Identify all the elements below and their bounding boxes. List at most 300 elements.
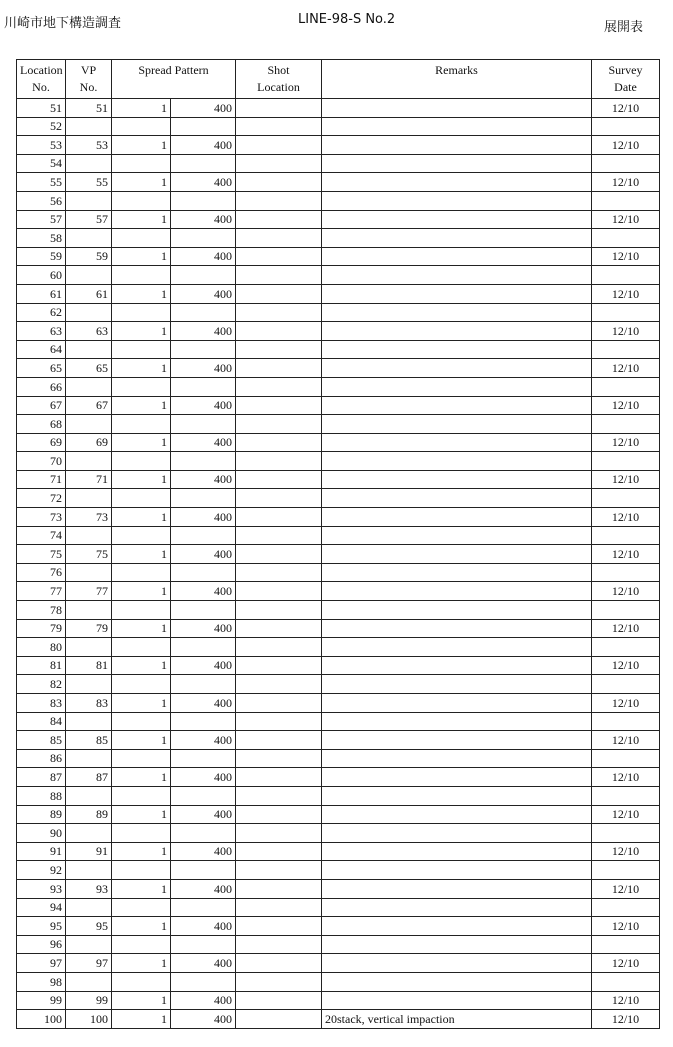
- vp-cell: 97: [66, 954, 112, 973]
- vp-cell: 100: [66, 1010, 112, 1029]
- table-row: [17, 842, 660, 861]
- table-row: [17, 694, 660, 713]
- spread-end-cell: [171, 786, 236, 805]
- remarks-cell: [322, 526, 592, 545]
- spread-end-cell: 400: [171, 917, 236, 936]
- remarks-cell: [322, 824, 592, 843]
- vp-cell: 85: [66, 731, 112, 750]
- remarks-cell: [322, 415, 592, 434]
- survey-date-cell: 12/10: [592, 619, 660, 638]
- vp-cell: [66, 377, 112, 396]
- shot-location-cell: [236, 712, 322, 731]
- shot-location-cell: [236, 991, 322, 1010]
- shot-location-cell: [236, 768, 322, 787]
- spread-start-cell: 1: [112, 210, 171, 229]
- location-cell: 88: [17, 786, 66, 805]
- shot-location-cell: [236, 694, 322, 713]
- location-cell: 75: [17, 545, 66, 564]
- location-cell: 91: [17, 842, 66, 861]
- location-cell: 81: [17, 656, 66, 675]
- shot-location-cell: [236, 563, 322, 582]
- shot-location-cell: [236, 99, 322, 118]
- vp-cell: 65: [66, 359, 112, 378]
- table-row: [17, 396, 660, 415]
- survey-date-cell: [592, 935, 660, 954]
- survey-date-cell: 12/10: [592, 768, 660, 787]
- vp-cell: 95: [66, 917, 112, 936]
- vp-cell: [66, 749, 112, 768]
- table-row: [17, 619, 660, 638]
- survey-date-cell: [592, 824, 660, 843]
- survey-date-cell: [592, 340, 660, 359]
- spread-start-cell: [112, 340, 171, 359]
- remarks-cell: [322, 210, 592, 229]
- location-cell: 70: [17, 452, 66, 471]
- vp-cell: 83: [66, 694, 112, 713]
- location-cell: 72: [17, 489, 66, 508]
- vp-cell: 89: [66, 805, 112, 824]
- location-cell: 58: [17, 229, 66, 248]
- spread-start-cell: [112, 266, 171, 285]
- vp-cell: [66, 154, 112, 173]
- table-row: [17, 601, 660, 620]
- spread-start-cell: [112, 303, 171, 322]
- remarks-cell: [322, 396, 592, 415]
- table-row: [17, 917, 660, 936]
- sheet-type-label: 展開表: [604, 20, 644, 35]
- remarks-cell: [322, 359, 592, 378]
- location-cell: 61: [17, 284, 66, 303]
- spread-end-cell: 400: [171, 545, 236, 564]
- table-row: [17, 340, 660, 359]
- location-cell: 52: [17, 117, 66, 136]
- spread-end-cell: [171, 526, 236, 545]
- location-cell: 73: [17, 508, 66, 527]
- location-cell: 79: [17, 619, 66, 638]
- survey-date-cell: 12/10: [592, 991, 660, 1010]
- survey-date-cell: [592, 563, 660, 582]
- survey-date-cell: 12/10: [592, 396, 660, 415]
- location-cell: 99: [17, 991, 66, 1010]
- survey-date-cell: [592, 377, 660, 396]
- spread-end-cell: [171, 377, 236, 396]
- remarks-cell: [322, 842, 592, 861]
- location-cell: 100: [17, 1010, 66, 1029]
- spread-end-cell: 400: [171, 284, 236, 303]
- location-cell: 64: [17, 340, 66, 359]
- spread-start-cell: 1: [112, 396, 171, 415]
- spread-start-cell: [112, 563, 171, 582]
- remarks-cell: [322, 470, 592, 489]
- location-cell: 76: [17, 563, 66, 582]
- location-cell: 56: [17, 191, 66, 210]
- location-cell: 57: [17, 210, 66, 229]
- table-row: [17, 861, 660, 880]
- location-cell: 90: [17, 824, 66, 843]
- remarks-cell: [322, 768, 592, 787]
- survey-date-cell: [592, 898, 660, 917]
- shot-location-cell: [236, 749, 322, 768]
- remarks-cell: [322, 117, 592, 136]
- spread-start-cell: [112, 972, 171, 991]
- spread-start-cell: [112, 712, 171, 731]
- table-row: [17, 154, 660, 173]
- vp-cell: [66, 563, 112, 582]
- spread-start-cell: [112, 452, 171, 471]
- spread-start-cell: [112, 601, 171, 620]
- spread-end-cell: 400: [171, 694, 236, 713]
- survey-date-cell: 12/10: [592, 954, 660, 973]
- table-row: [17, 749, 660, 768]
- table-row: [17, 805, 660, 824]
- vp-cell: [66, 303, 112, 322]
- survey-date-cell: 12/10: [592, 99, 660, 118]
- spread-start-cell: [112, 377, 171, 396]
- vp-cell: 73: [66, 508, 112, 527]
- spread-start-cell: [112, 824, 171, 843]
- location-cell: 82: [17, 675, 66, 694]
- spread-start-cell: [112, 526, 171, 545]
- remarks-cell: [322, 898, 592, 917]
- table-row: [17, 675, 660, 694]
- shot-location-cell: [236, 470, 322, 489]
- shot-location-cell: [236, 210, 322, 229]
- shot-location-cell: [236, 656, 322, 675]
- shot-location-cell: [236, 452, 322, 471]
- spread-start-cell: 1: [112, 768, 171, 787]
- shot-location-cell: [236, 972, 322, 991]
- vp-cell: 77: [66, 582, 112, 601]
- spread-end-cell: 400: [171, 991, 236, 1010]
- location-cell: 83: [17, 694, 66, 713]
- vp-cell: [66, 824, 112, 843]
- vp-cell: 69: [66, 433, 112, 452]
- location-cell: 68: [17, 415, 66, 434]
- remarks-cell: [322, 247, 592, 266]
- survey-date-cell: 12/10: [592, 656, 660, 675]
- table-row: [17, 563, 660, 582]
- spread-end-cell: [171, 154, 236, 173]
- remarks-cell: [322, 582, 592, 601]
- shot-location-cell: [236, 879, 322, 898]
- remarks-cell: [322, 99, 592, 118]
- spread-start-cell: 1: [112, 1010, 171, 1029]
- remarks-cell: [322, 340, 592, 359]
- survey-date-cell: 12/10: [592, 1010, 660, 1029]
- survey-date-cell: [592, 675, 660, 694]
- location-cell: 77: [17, 582, 66, 601]
- vp-cell: 51: [66, 99, 112, 118]
- spread-end-cell: 400: [171, 173, 236, 192]
- shot-location-cell: [236, 619, 322, 638]
- survey-date-cell: 12/10: [592, 136, 660, 155]
- remarks-cell: [322, 303, 592, 322]
- survey-date-cell: [592, 712, 660, 731]
- vp-cell: [66, 229, 112, 248]
- line-id: LINE-98-S No.2: [298, 12, 396, 27]
- spread-start-cell: 1: [112, 619, 171, 638]
- vp-cell: 61: [66, 284, 112, 303]
- spread-end-cell: 400: [171, 433, 236, 452]
- table-row: [17, 377, 660, 396]
- table-row: [17, 879, 660, 898]
- remarks-cell: [322, 694, 592, 713]
- shot-location-cell: [236, 508, 322, 527]
- vp-cell: [66, 266, 112, 285]
- remarks-cell: [322, 935, 592, 954]
- spread-start-cell: 1: [112, 694, 171, 713]
- spread-end-cell: 400: [171, 1010, 236, 1029]
- spread-end-cell: 400: [171, 508, 236, 527]
- remarks-cell: [322, 508, 592, 527]
- spread-table: [16, 59, 660, 1029]
- survey-date-cell: [592, 303, 660, 322]
- table-row: [17, 99, 660, 118]
- location-cell: 69: [17, 433, 66, 452]
- table-row: [17, 935, 660, 954]
- remarks-cell: [322, 991, 592, 1010]
- shot-location-cell: [236, 954, 322, 973]
- survey-date-cell: [592, 415, 660, 434]
- shot-location-cell: [236, 136, 322, 155]
- table-row: [17, 266, 660, 285]
- spread-start-cell: 1: [112, 991, 171, 1010]
- table-row: [17, 768, 660, 787]
- spread-start-cell: 1: [112, 656, 171, 675]
- table-row: [17, 582, 660, 601]
- spread-start-cell: [112, 861, 171, 880]
- remarks-cell: [322, 805, 592, 824]
- vp-cell: [66, 526, 112, 545]
- vp-cell: [66, 601, 112, 620]
- vp-cell: 67: [66, 396, 112, 415]
- shot-location-cell: [236, 489, 322, 508]
- survey-date-cell: [592, 638, 660, 657]
- shot-location-cell: [236, 340, 322, 359]
- spread-start-cell: 1: [112, 954, 171, 973]
- spread-end-cell: 400: [171, 768, 236, 787]
- vp-cell: [66, 415, 112, 434]
- table-row: [17, 210, 660, 229]
- shot-location-cell: [236, 173, 322, 192]
- spread-start-cell: 1: [112, 842, 171, 861]
- shot-location-cell: [236, 117, 322, 136]
- spread-end-cell: [171, 638, 236, 657]
- spread-end-cell: [171, 563, 236, 582]
- location-cell: 71: [17, 470, 66, 489]
- shot-location-cell: [236, 154, 322, 173]
- col-header-remarks: Remarks: [322, 60, 592, 99]
- spread-start-cell: 1: [112, 284, 171, 303]
- spread-start-cell: [112, 489, 171, 508]
- remarks-cell: [322, 173, 592, 192]
- survey-date-cell: 12/10: [592, 842, 660, 861]
- remarks-cell: [322, 377, 592, 396]
- table-row: [17, 954, 660, 973]
- location-cell: 55: [17, 173, 66, 192]
- location-cell: 84: [17, 712, 66, 731]
- table-row: [17, 638, 660, 657]
- vp-cell: [66, 117, 112, 136]
- survey-date-cell: 12/10: [592, 582, 660, 601]
- spread-end-cell: [171, 266, 236, 285]
- spread-end-cell: [171, 191, 236, 210]
- vp-cell: [66, 861, 112, 880]
- table-row: [17, 508, 660, 527]
- remarks-cell: [322, 917, 592, 936]
- header-row: [17, 60, 660, 99]
- shot-location-cell: [236, 377, 322, 396]
- table-row: [17, 452, 660, 471]
- location-cell: 78: [17, 601, 66, 620]
- location-cell: 92: [17, 861, 66, 880]
- shot-location-cell: [236, 229, 322, 248]
- shot-location-cell: [236, 638, 322, 657]
- remarks-cell: [322, 191, 592, 210]
- spread-end-cell: 400: [171, 99, 236, 118]
- spread-start-cell: [112, 749, 171, 768]
- survey-date-cell: [592, 452, 660, 471]
- shot-location-cell: [236, 191, 322, 210]
- spread-start-cell: 1: [112, 359, 171, 378]
- spread-end-cell: [171, 749, 236, 768]
- vp-cell: [66, 675, 112, 694]
- shot-location-cell: [236, 266, 322, 285]
- shot-location-cell: [236, 731, 322, 750]
- spread-start-cell: 1: [112, 322, 171, 341]
- spread-end-cell: [171, 712, 236, 731]
- shot-location-cell: [236, 675, 322, 694]
- location-cell: 65: [17, 359, 66, 378]
- remarks-cell: [322, 489, 592, 508]
- remarks-cell: [322, 545, 592, 564]
- table-row: [17, 470, 660, 489]
- spread-end-cell: 400: [171, 842, 236, 861]
- shot-location-cell: [236, 359, 322, 378]
- vp-cell: 57: [66, 210, 112, 229]
- table-row: [17, 656, 660, 675]
- table-row: [17, 433, 660, 452]
- remarks-cell: [322, 954, 592, 973]
- spread-end-cell: [171, 972, 236, 991]
- shot-location-cell: [236, 526, 322, 545]
- vp-cell: [66, 638, 112, 657]
- table-row: [17, 526, 660, 545]
- table-row: [17, 712, 660, 731]
- vp-cell: [66, 191, 112, 210]
- survey-date-cell: 12/10: [592, 731, 660, 750]
- spread-end-cell: [171, 415, 236, 434]
- remarks-cell: [322, 786, 592, 805]
- spread-end-cell: 400: [171, 582, 236, 601]
- remarks-cell: [322, 638, 592, 657]
- table-row: [17, 415, 660, 434]
- survey-date-cell: 12/10: [592, 433, 660, 452]
- location-cell: 96: [17, 935, 66, 954]
- survey-date-cell: [592, 489, 660, 508]
- survey-date-cell: 12/10: [592, 359, 660, 378]
- spread-end-cell: [171, 861, 236, 880]
- shot-location-cell: [236, 861, 322, 880]
- survey-date-cell: [592, 229, 660, 248]
- remarks-cell: [322, 601, 592, 620]
- survey-date-cell: 12/10: [592, 284, 660, 303]
- remarks-cell: [322, 229, 592, 248]
- spread-start-cell: 1: [112, 879, 171, 898]
- vp-cell: 71: [66, 470, 112, 489]
- shot-location-cell: [236, 303, 322, 322]
- location-cell: 62: [17, 303, 66, 322]
- table-row: [17, 284, 660, 303]
- survey-date-cell: 12/10: [592, 805, 660, 824]
- table-row: [17, 1010, 660, 1029]
- remarks-cell: [322, 563, 592, 582]
- shot-location-cell: [236, 545, 322, 564]
- remarks-cell: [322, 619, 592, 638]
- vp-cell: [66, 935, 112, 954]
- spread-end-cell: 400: [171, 247, 236, 266]
- survey-date-cell: [592, 749, 660, 768]
- shot-location-cell: [236, 917, 322, 936]
- survey-date-cell: [592, 191, 660, 210]
- spread-start-cell: [112, 935, 171, 954]
- spread-start-cell: 1: [112, 173, 171, 192]
- shot-location-cell: [236, 1010, 322, 1029]
- shot-location-cell: [236, 898, 322, 917]
- col-header-spread-pattern: Spread Pattern: [112, 60, 236, 99]
- table-row: [17, 898, 660, 917]
- spread-end-cell: [171, 601, 236, 620]
- spread-end-cell: 400: [171, 210, 236, 229]
- spread-end-cell: 400: [171, 322, 236, 341]
- remarks-cell: [322, 972, 592, 991]
- col-header-location: Location No.: [17, 60, 66, 99]
- shot-location-cell: [236, 805, 322, 824]
- spread-end-cell: [171, 898, 236, 917]
- location-cell: 93: [17, 879, 66, 898]
- vp-cell: 91: [66, 842, 112, 861]
- table-row: [17, 991, 660, 1010]
- location-cell: 74: [17, 526, 66, 545]
- spread-end-cell: [171, 229, 236, 248]
- survey-date-cell: 12/10: [592, 508, 660, 527]
- shot-location-cell: [236, 247, 322, 266]
- remarks-cell: [322, 712, 592, 731]
- vp-cell: 81: [66, 656, 112, 675]
- shot-location-cell: [236, 601, 322, 620]
- remarks-cell: [322, 322, 592, 341]
- spread-end-cell: [171, 117, 236, 136]
- location-cell: 95: [17, 917, 66, 936]
- location-cell: 85: [17, 731, 66, 750]
- location-cell: 51: [17, 99, 66, 118]
- remarks-cell: [322, 136, 592, 155]
- location-cell: 53: [17, 136, 66, 155]
- survey-date-cell: [592, 861, 660, 880]
- spread-start-cell: [112, 638, 171, 657]
- table-row: [17, 322, 660, 341]
- location-cell: 98: [17, 972, 66, 991]
- survey-date-cell: 12/10: [592, 879, 660, 898]
- remarks-cell: [322, 433, 592, 452]
- col-header-survey-date: Survey Date: [592, 60, 660, 99]
- survey-date-cell: 12/10: [592, 470, 660, 489]
- location-cell: 63: [17, 322, 66, 341]
- shot-location-cell: [236, 284, 322, 303]
- spread-end-cell: [171, 452, 236, 471]
- shot-location-cell: [236, 935, 322, 954]
- remarks-cell: [322, 861, 592, 880]
